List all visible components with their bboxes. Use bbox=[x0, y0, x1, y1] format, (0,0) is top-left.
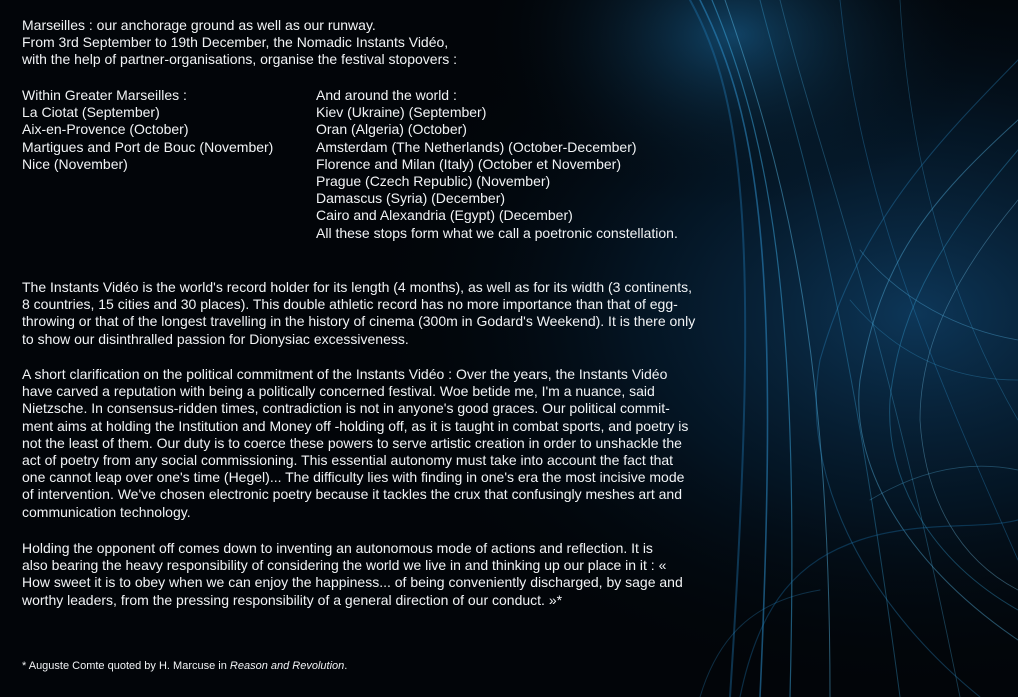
stopover-item: Prague (Czech Republic) (November) bbox=[316, 173, 551, 190]
paragraph-line: communication technology. bbox=[22, 503, 191, 520]
paragraph-line: to show our disinthralled passion for Dionysiac excessiveness. bbox=[22, 330, 409, 347]
constellation-note: All these stops form what we call a poetronic constellation. bbox=[316, 224, 678, 241]
footnote-text: * Auguste Comte quoted by H. Marcuse in bbox=[22, 660, 230, 672]
intro-text bbox=[22, 17, 457, 69]
stopover-item: Florence and Milan (Italy) (October et November) bbox=[316, 155, 621, 172]
world-stopovers bbox=[316, 87, 678, 242]
paragraph-line: have carved a reputation with being a politically concerned festival. Woe betide me, I'm a nuance, said bbox=[22, 383, 655, 400]
intro-line: From 3rd September to 19th December, the Nomadic Instants Vidéo, bbox=[22, 34, 449, 51]
footnote-book-title: Reason and Revolution bbox=[229, 660, 345, 672]
marseilles-heading: Within Greater Marseilles : bbox=[22, 87, 187, 103]
paragraph-line: How sweet it is to obey when we can enjoy the happiness... of being conveniently discharged, by sage and bbox=[22, 574, 683, 591]
intro-line: Marseilles : our anchorage ground as well as our runway. bbox=[22, 17, 376, 33]
paragraph-line: not the least of them. Our duty is to coerce these powers to serve artistic creation in order to unshackle the bbox=[22, 434, 682, 451]
stopover-item: Damascus (Syria) (December) bbox=[316, 190, 506, 207]
marseilles-stopovers bbox=[22, 87, 273, 173]
political-paragraph bbox=[22, 366, 688, 521]
footnote bbox=[22, 660, 347, 672]
stopover-item: Cairo and Alexandria (Egypt) (December) bbox=[316, 207, 573, 224]
paragraph-line: worthy leaders, from the pressing responsibility of a general direction of our conduct. »* bbox=[22, 591, 563, 608]
stopover-item: Kiev (Ukraine) (September) bbox=[316, 104, 487, 121]
paragraph-line: also bearing the heavy responsibility of considering the world we live in and thinking up our place in it : « bbox=[22, 557, 667, 574]
paragraph-line: one cannot leap over one's time (Hegel)... The difficulty lies with finding in one's era the most incisive mode bbox=[22, 469, 685, 486]
paragraph-line: The Instants Vidéo is the world's record holder for its length (4 months), as well as for its width (3 continents, bbox=[22, 279, 693, 295]
stopover-item: Aix-en-Provence (October) bbox=[22, 121, 189, 138]
paragraph-line: ment aims at holding the Institution and Money off -holding off, as it is taught in combat sports, and poetry is bbox=[22, 417, 689, 434]
world-heading: And around the world : bbox=[316, 87, 457, 103]
intro-line: with the help of partner-organisations, organise the festival stopovers : bbox=[22, 51, 458, 68]
record-paragraph bbox=[22, 279, 695, 348]
paragraph-line: act of poetry from any social commissioning. This essential autonomy must take into account the fact that bbox=[22, 452, 674, 469]
stopover-item: Oran (Algeria) (October) bbox=[316, 121, 467, 138]
footnote-end: . bbox=[344, 660, 348, 672]
paragraph-line: Holding the opponent off comes down to inventing an autonomous mode of actions and reflection. It is bbox=[22, 540, 653, 556]
stopover-item: Nice (November) bbox=[22, 155, 128, 172]
stopover-item: Amsterdam (The Netherlands) (October-December) bbox=[316, 138, 637, 155]
opponent-paragraph bbox=[22, 540, 683, 609]
paragraph-line: of intervention. We've chosen electronic poetry because it tackles the crux that confusingly meshes art and bbox=[22, 486, 682, 503]
paragraph-line: Nietzsche. In consensus-ridden times, contradiction is not in anyone's good graces. Our political commit- bbox=[22, 400, 670, 417]
paragraph-line: 8 countries, 15 cities and 30 places). This double athletic record has no more importance than that of egg- bbox=[22, 296, 678, 313]
paragraph-line: throwing or that of the longest travelling in the history of cinema (300m in Godard's Weekend). It is there only bbox=[22, 313, 696, 330]
stopover-item: La Ciotat (September) bbox=[22, 104, 160, 121]
paragraph-line: A short clarification on the political commitment of the Instants Vidéo : Over the years, the Instants Vidéo bbox=[22, 366, 668, 382]
stopover-item: Martigues and Port de Bouc (November) bbox=[22, 138, 274, 155]
